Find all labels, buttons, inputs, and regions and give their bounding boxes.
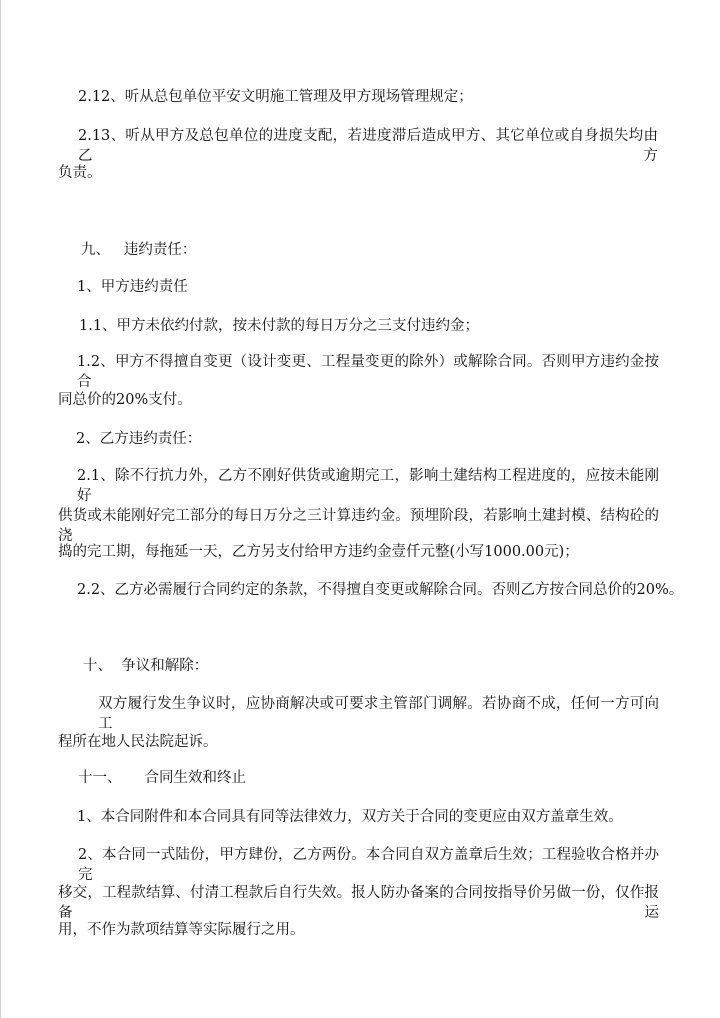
clause-2-12: 2.12、听从总包单位平安文明施工管理及甲方现场管理规定； <box>78 89 473 105</box>
section-9-heading: 九、 违约责任： <box>81 242 197 258</box>
dispute-paragraph-line-1: 双方履行发生争议时，应协商解决或可要求主管部门调解。若协商不成，任何一方可向工 <box>98 696 659 732</box>
effect-clause-2-line-1: 2、本合同一式陆份，甲方肆份，乙方两份。本合同自双方盖章后生效；工程验收合格并办完 <box>78 847 659 883</box>
effect-clause-1: 1、本合同附件和本合同具有同等法律效力，双方关于合同的变更应由双方盖章生效。 <box>77 809 623 825</box>
section-10-heading: 十、 争议和解除： <box>83 658 209 674</box>
clause-1-1: 1.1、甲方未依约付款，按未付款的每日万分之三支付违约金； <box>79 318 480 334</box>
effect-clause-2-line-3: 用，不作为款项结算等实际履行之用。 <box>58 922 305 938</box>
clause-1-2-line-2: 同总价的20%支付。 <box>58 392 192 408</box>
clause-2-1-line-3: 捣的完工期，每拖延一天，乙方另支付给甲方违约金壹仟元整(小写1000.00元)； <box>58 544 579 560</box>
clause-2-1-line-1: 2.1、除不行抗力外，乙方不刚好供货或逾期完工，影响土建结构工程进度的，应按未能刚好 <box>77 468 659 504</box>
section-11-heading: 十一、 合同生效和终止 <box>78 770 247 786</box>
clause-1-2-line-1: 1.2、甲方不得擅自变更（设计变更、工程量变更的除外）或解除合同。否则甲方违约金按合 <box>77 354 659 390</box>
effect-clause-2-line-2: 移交，工程款结算、付清工程款后自行失效。报人防办备案的合同按指导价另做一份，仅作报备运 <box>58 885 659 921</box>
clause-2-13-line-1: 2.13、听从甲方及总包单位的进度支配，若进度滞后造成甲方、其它单位或自身损失均由乙方 <box>78 128 658 164</box>
party-a-liability-heading: 1、甲方违约责任 <box>77 279 188 295</box>
dispute-paragraph-line-2: 程所在地人民法院起诉。 <box>58 734 218 750</box>
clause-2-13-line-2: 负责。 <box>58 165 102 181</box>
party-b-liability-heading: 2、乙方违约责任： <box>76 431 202 447</box>
clause-2-2: 2.2、乙方必需履行合同约定的条款，不得擅自变更或解除合同。否则乙方按合同总价的20%。 <box>77 582 684 598</box>
clause-2-1-line-2: 供货或未能刚好完工部分的每日万分之三计算违约金。预埋阶段，若影响土建封模、结构砼的浇 <box>58 508 659 544</box>
